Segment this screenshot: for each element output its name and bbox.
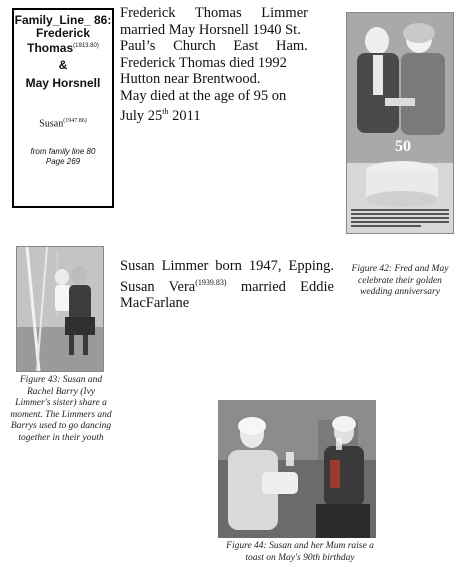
svg-text:50: 50 [395, 138, 411, 155]
ampersand: & [58, 58, 68, 72]
head-first-name: Frederick [35, 26, 91, 40]
susan-paragraph: Susan Limmer born 1947, Epping. Susan Vera$^{(1939.83)}$ married Eddie MacFarlane [120, 258, 334, 311]
swing-photo-image [17, 247, 103, 371]
source-reference: from family line 80 Page 269 [30, 147, 96, 167]
figure-42-caption: Figure 42: Fred and May celebrate their golden wedding anniversary [351, 264, 449, 297]
para-line: married May Horsnell 1940 St. [120, 21, 301, 38]
family-line-box [12, 8, 114, 208]
child-entry [14, 118, 112, 129]
family-line-title [14, 14, 112, 55]
figure-44-caption: Figure 44: Susan and her Mum raise a toast on May's 90th birthday [226, 541, 374, 563]
spouse-name: May Horsnell [25, 76, 101, 90]
biography-paragraph [120, 5, 336, 124]
head-years: (1913.80) [73, 43, 99, 49]
para-line: Frederick Thomas Limmer [120, 5, 308, 21]
para-line: Frederick Thomas died 1992 [120, 54, 287, 71]
photo-susan-and-rachel [16, 246, 104, 372]
family-line-label: Family_Line_ 86: [14, 13, 112, 27]
para-line: May died at the age of 95 on [120, 87, 287, 104]
para-line: Paul’s Church East Ham. [120, 38, 308, 54]
susan-vera-years: (1939.83) [195, 277, 227, 287]
photo-susan-and-mum-toast [218, 400, 376, 538]
para-line: July 25th 2011 [120, 107, 201, 124]
newspaper-clipping-image [347, 13, 453, 233]
photo-fred-and-may-anniversary [346, 12, 454, 234]
child-years: (1947.86) [63, 118, 87, 124]
head-middle-name: Thomas$^{(1913.80)}$ [27, 41, 99, 55]
birthday-toast-image [218, 400, 376, 538]
figure-43-caption: Figure 43: Susan and Rachel Barry (Ivy Limmer's sister) share a moment. The Limmers and Barrys used to go dancing together in their youth [10, 375, 112, 443]
para-line: Hutton near Brentwood. [120, 71, 261, 87]
child-name: Susan [39, 118, 64, 130]
